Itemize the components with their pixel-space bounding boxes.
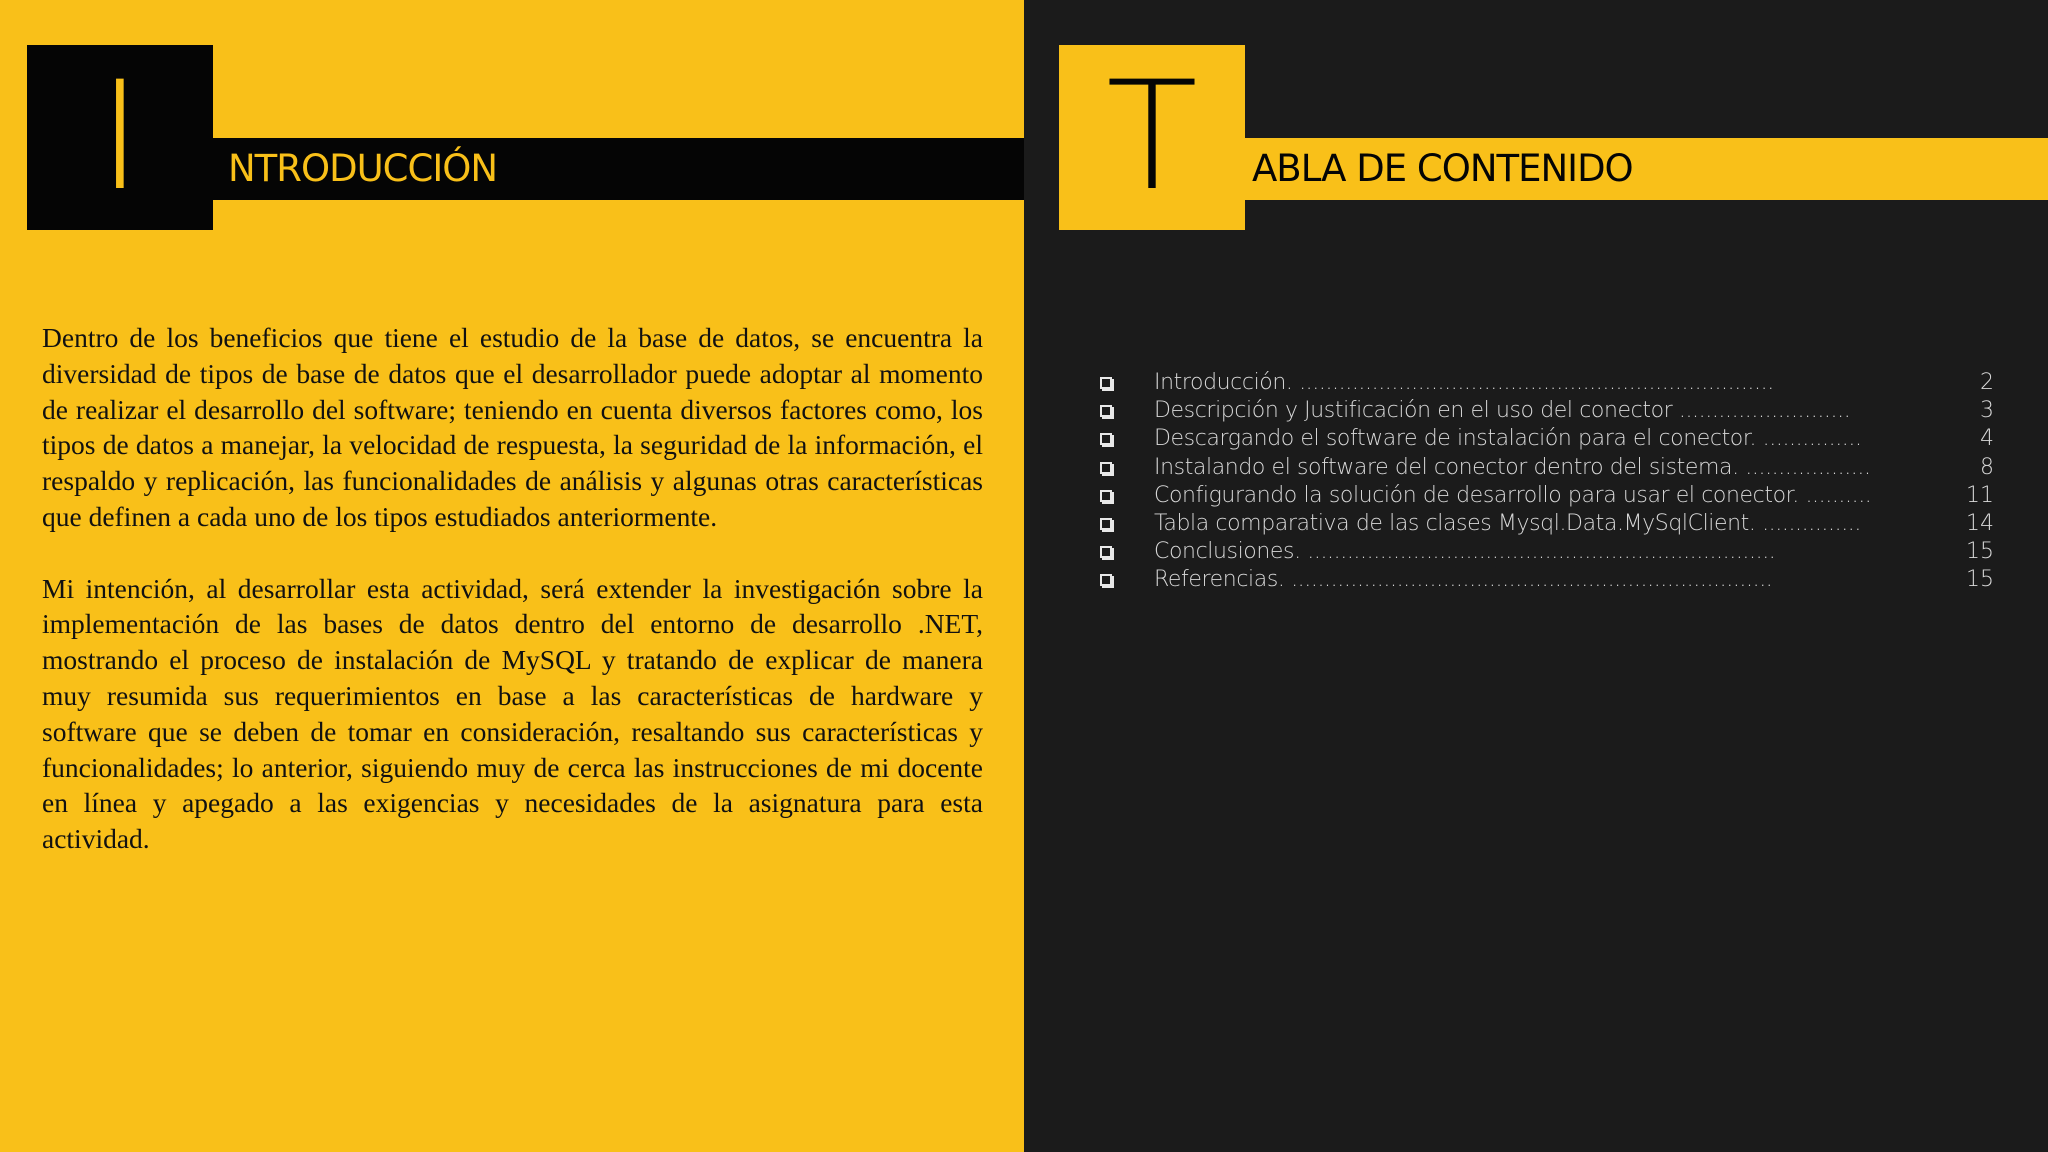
toc-item-label: Configurando la solución de desarrollo para usar el conector. .......... <box>1154 482 1872 508</box>
toc-item-page: 8 <box>1980 454 1994 480</box>
introduccion-paragraph: Mi intención, al desarrollar esta actividad, será extender la investigación sobre la implementación de las bases de datos dentro del entorno de desarrollo .NET, mostrando el proceso de instalación de MySQL y tratando de explicar de manera muy resumida sus requerimientos en base a las características de hardware y software que se deben de tomar en consideración, resaltando sus características y funcionalidades; lo anterior, siguiendo muy de cerca las instrucciones de mi docente en línea y apegado a las exigencias y necesidades de la asignatura para esta actividad. <box>42 572 983 855</box>
toc-item-label: Instalando el software del conector dentro del sistema. ................... <box>1154 454 1871 480</box>
toc-item-label: Tabla comparativa de las clases Mysql.Data.MySqlClient. ............... <box>1154 510 1861 536</box>
checkbox-bullet-icon <box>1100 546 1112 558</box>
checkbox-bullet-icon <box>1100 490 1112 502</box>
toc-item[interactable] <box>1096 538 1996 566</box>
toc-item-page: 11 <box>1966 482 1994 508</box>
toc-item-label: Conclusiones. ....................................................................... <box>1154 539 1776 565</box>
checkbox-bullet-icon <box>1100 433 1112 445</box>
checkbox-bullet-icon <box>1100 462 1112 474</box>
toc-item-page: 14 <box>1966 510 1994 536</box>
introduccion-title: NTRODUCCIÓN <box>228 147 498 190</box>
toc-item-label: Descargando el software de instalación para el conector. ............... <box>1154 426 1862 452</box>
toc-item-page: 3 <box>1980 398 1994 424</box>
checkbox-bullet-icon <box>1100 377 1112 389</box>
introduccion-body <box>42 320 983 893</box>
toc-item-page: 4 <box>1980 426 1994 452</box>
toc-list <box>1096 369 1996 595</box>
toc-item[interactable] <box>1096 482 1996 510</box>
toc-item[interactable] <box>1096 454 1996 482</box>
introduccion-initial-letter: I <box>97 50 143 224</box>
checkbox-bullet-icon <box>1100 518 1112 530</box>
toc-item[interactable] <box>1096 397 1996 425</box>
checkbox-bullet-icon <box>1100 574 1112 586</box>
toc-item-page: 15 <box>1966 539 1994 565</box>
toc-item[interactable] <box>1096 510 1996 538</box>
toc-item-page: 15 <box>1966 567 1994 593</box>
tabla-initial-letter: T <box>1106 50 1198 224</box>
toc-item-label: Introducción. ........................................................................ <box>1154 370 1774 395</box>
toc-item[interactable] <box>1096 369 1996 397</box>
tabla-title: ABLA DE CONTENIDO <box>1252 147 1633 190</box>
toc-item-label: Descripción y Justificación en el uso del conector .......................... <box>1154 398 1851 424</box>
toc-item[interactable] <box>1096 566 1996 594</box>
toc-item-label: Referencias. ......................................................................... <box>1154 567 1773 593</box>
toc-item-page: 2 <box>1980 370 1994 395</box>
introduccion-paragraph: Dentro de los beneficios que tiene el estudio de la base de datos, se encuentra la diversidad de tipos de base de datos que el desarrollador puede adoptar al momento de realizar el desarrollo del software; teniendo en cuenta diversos factores como, los tipos de datos a manejar, la velocidad de respuesta, la seguridad de la información, el respaldo y replicación, las funcionalidades de análisis y algunas otras características que definen a cada uno de los tipos estudiados anteriormente. <box>42 322 983 532</box>
toc-item[interactable] <box>1096 425 1996 453</box>
checkbox-bullet-icon <box>1100 405 1112 417</box>
